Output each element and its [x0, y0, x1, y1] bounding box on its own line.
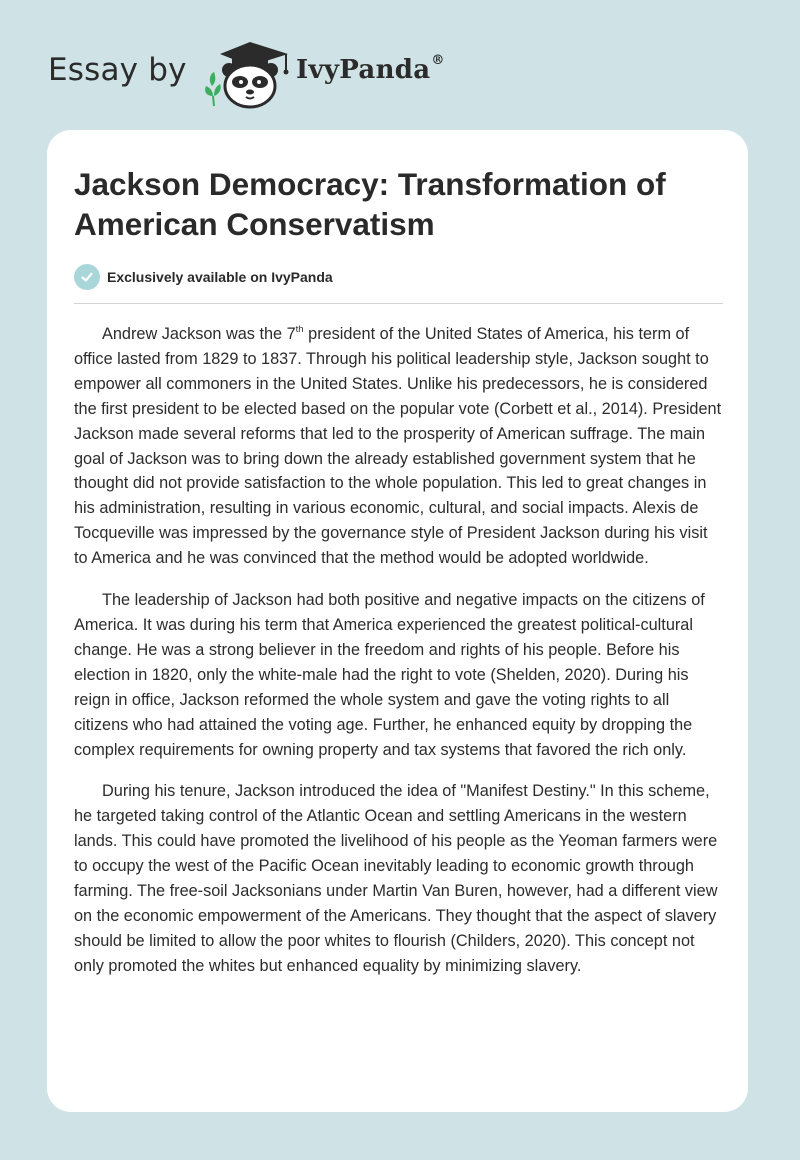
paragraph-1-start: Andrew Jackson was the 7: [102, 325, 296, 343]
essay-card: [47, 130, 748, 1112]
check-icon: [74, 264, 100, 290]
ordinal-suffix: th: [295, 323, 304, 335]
paragraph: During his tenure, Jackson introduced the idea of "Manifest Destiny." In this scheme, he targeted taking control of the Atlantic Ocean and settling Americans in the western lands. This could have promoted the livelihood of his people as the Yeoman farmers were to occupy the west of the Pacific Ocean inevitably leading to economic growth through farming. The free-soil Jacksonians under Martin Van Buren, however, had a different view on the economic empowerment of the Americans. They thought that the aspect of slavery should be limited to allow the poor whites to flourish (Childers, 2020). This concept not only promoted the whites but enhanced equality by minimizing slavery.: [74, 782, 718, 975]
essay-body: [74, 322, 724, 996]
exclusive-badge-label: Exclusively available on IvyPanda: [107, 269, 333, 285]
registered-mark: ®: [431, 53, 445, 69]
paragraph: The leadership of Jackson had both positive and negative impacts on the citizens of America. It was during his term that America experienced the greatest political-cultural change. He was a strong believer in the freedom and rights of his people. Before his election in 1820, only the white-male had the right to vote (Shelden, 2020). During his reign in office, Jackson reformed the whole system and gave the voting rights to all citizens who had attained the voting age. Further, he enhanced equity by dropping the complex requirements for owning property and tax systems that favored the rich only.: [74, 591, 705, 759]
essay-by-label: Essay by: [48, 52, 187, 88]
brand-name[interactable]: [296, 55, 445, 85]
paragraph-1-rest: president of the United States of America, his term of office lasted from 1829 to 1837. Through his political leadership style, Jackson sought to empower all commoners in the United States. Unlike his predecessors, he is considered the first president to be elected based on the popular vote (Corbett et al., 2014). President Jackson made several reforms that led to the prosperity of American suffrage. The main goal of Jackson was to bring down the already established government system that he thought did not provide satisfaction to the whole population. This led to great changes in his administration, resulting in various economic, cultural, and social impacts. Alexis de Tocqueville was impressed by the governance style of President Jackson during his visit to America and he was convinced that the method would be adopted worldwide.: [74, 325, 722, 568]
divider: [74, 303, 723, 304]
panda-graduate-logo-icon[interactable]: [202, 36, 292, 110]
page-title: Jackson Democracy: Transformation of American Conservatism: [74, 166, 666, 242]
paragraph: [74, 322, 724, 571]
brand-name-text: IvyPanda: [296, 55, 431, 85]
site-header: [0, 0, 800, 120]
exclusive-badge: [74, 264, 333, 290]
